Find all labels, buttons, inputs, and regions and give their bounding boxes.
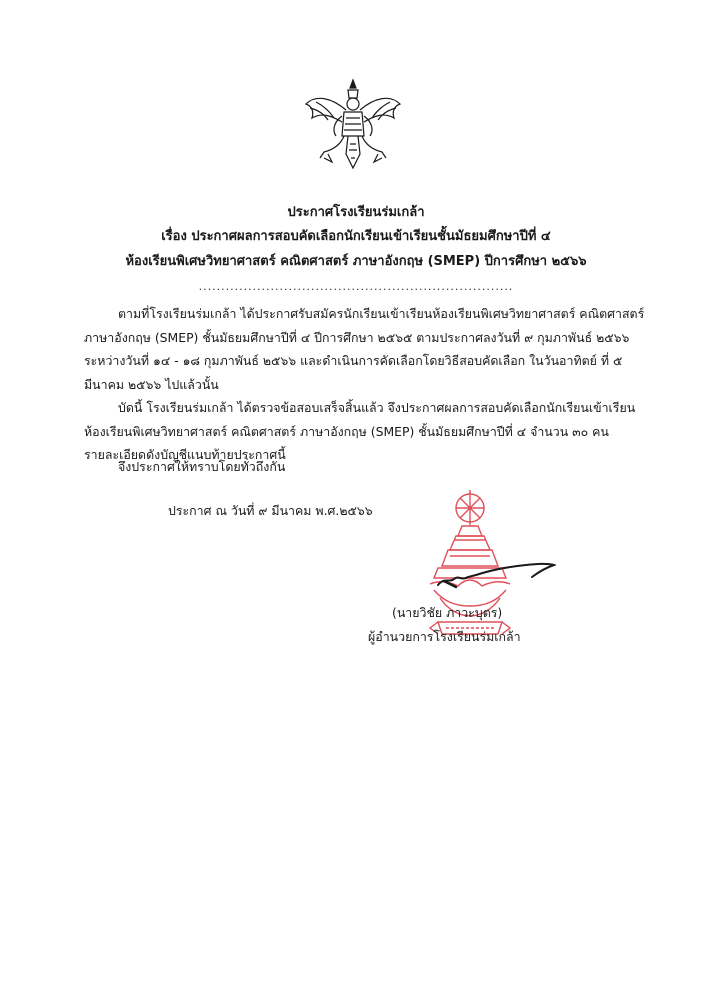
separator-line: ...................................................................... [198,280,514,293]
paragraph-line: มีนาคม ๒๕๖๖ ไปแล้วนั้น [84,376,219,392]
closing-line [84,455,630,479]
subject-line: เรื่อง ประกาศผลการสอบคัดเลือกนักเรียนเข้าเรียนชั้นมัธยมศึกษาปีที่ ๔ [161,229,551,244]
closing-text: จึงประกาศให้ทราบโดยทั่วถึงกัน [118,459,286,474]
paragraph-line: ห้องเรียนพิเศษวิทยาศาสตร์ คณิตศาสตร์ ภาษาอังกฤษ (SMEP) ชั้นมัธยมศึกษาปีที่ ๔ จำนวน ๓๐ คน [84,423,609,439]
announcement-title: ประกาศโรงเรียนร่มเกล้า [287,205,425,220]
paragraph-line: รายละเอียดดังบัญชีแนบท้ายประกาศนี้ [84,447,286,462]
date-line: ประกาศ ณ วันที่ ๙ มีนาคม พ.ศ.๒๕๖๖ [168,503,373,518]
signer-title: ผู้อำนวยการโรงเรียนร่มเกล้า [368,629,521,644]
paragraph-line: ระหว่างวันที่ ๑๔ - ๑๘ กุมภาพันธ์ ๒๕๖๖ และดำเนินการคัดเลือกโดยวิธีสอบคัดเลือก ในวันอาทิตย์ ที่ ๕ [84,353,623,368]
program-line: ห้องเรียนพิเศษวิทยาศาสตร์ คณิตศาสตร์ ภาษาอังกฤษ (SMEP) ปีการศึกษา ๒๕๖๖ [125,254,587,269]
signer-name: (นายวิชัย ภาวะบุตร) [392,605,503,620]
signature-icon [436,555,556,595]
paragraph-line: ตามที่โรงเรียนร่มเกล้า ได้ประกาศรับสมัครนักเรียนเข้าเรียนห้องเรียนพิเศษวิทยาศาสตร์ คณิตศาสตร์ [118,306,645,321]
garuda-emblem-icon [302,78,404,172]
paragraph-1 [84,302,645,396]
paragraph-line: ภาษาอังกฤษ (SMEP) ชั้นมัธยมศึกษาปีที่ ๔ ปีการศึกษา ๒๕๖๕ ตามประกาศลงวันที่ ๙ กุมภาพันธ์ ๒๕๖๖ [84,329,630,345]
paragraph-line: บัดนี้ โรงเรียนร่มเกล้า ได้ตรวจข้อสอบเสร็จสิ้นแล้ว จึงประกาศผลการสอบคัดเลือกนักเรียนเข้าเรียน [118,400,636,415]
